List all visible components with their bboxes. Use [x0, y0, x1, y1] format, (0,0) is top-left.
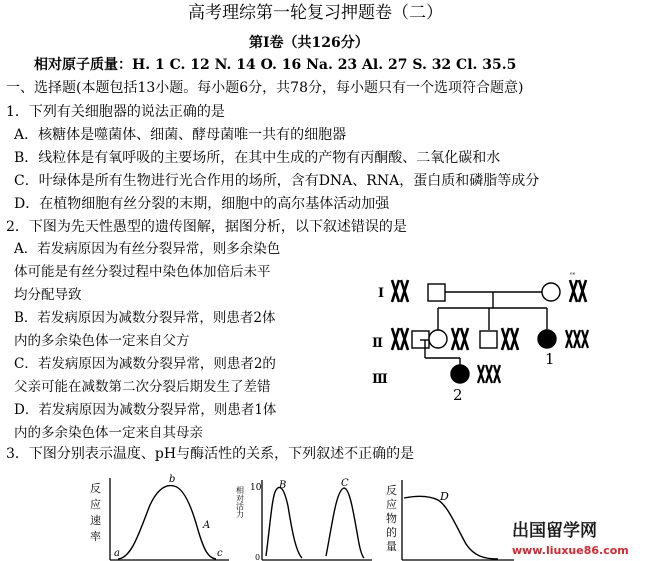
- q2-option-b-line2: 内的多余染色体一定来自父方: [14, 333, 190, 349]
- q2-option-a-line2: 体可能是有丝分裂过程中染色体加倍后未平: [14, 264, 271, 280]
- g3-ylabel-2: 应: [386, 498, 397, 511]
- g1-label-A: A: [203, 520, 211, 531]
- g3-ylabel-1: 反: [386, 484, 397, 497]
- chromosome-pair: [452, 328, 468, 350]
- g3-ylabel-4: 的: [386, 526, 397, 539]
- gen2-male: [480, 331, 497, 348]
- g3-ylabel-5: 量: [386, 540, 397, 553]
- patient-2-label: 2: [453, 386, 463, 404]
- chromosome-pair: [502, 328, 518, 350]
- chromosome-triplet: [566, 330, 588, 348]
- chromosome-pair: [392, 280, 408, 302]
- q2-option-b-line1: B．若发病原因为减数分裂异常，则患者2体: [14, 310, 276, 326]
- q2-option-c-line1: C．若发病原因为减数分裂异常，则患者2的: [14, 356, 276, 372]
- q2-option-d-line2: 内的多余染色体一定来自其母亲: [14, 425, 203, 441]
- g2-label-B: B: [279, 480, 287, 491]
- watermark-url: www.liuxue86.com: [512, 544, 629, 557]
- q2-option-a-line1: A．若发病原因为有丝分裂异常，则多余染色: [14, 241, 281, 257]
- g1-ylabel-4: 率: [90, 530, 101, 543]
- g1-label-c: c: [217, 548, 223, 559]
- part1-heading: 一、选择题(本题包括13小题。每小题6分，共78分，每小题只有一个选项符合题意): [6, 80, 524, 96]
- ph-graph: [232, 476, 372, 561]
- gen2-affected-female: [538, 330, 556, 348]
- g2-label-C: C: [341, 478, 349, 489]
- temperature-graph: [84, 470, 229, 561]
- q1-stem: 1．下列有关细胞器的说法正确的是: [6, 104, 225, 120]
- exam-title: 高考理综第一轮复习押题卷（二）: [188, 3, 443, 23]
- gen1-male: [428, 284, 445, 301]
- q2-option-d-line1: D．若发病原因为减数分裂异常，则患者1体: [14, 402, 277, 418]
- g1-ylabel-1: 反: [90, 482, 101, 495]
- gen3-affected-female: [451, 365, 469, 383]
- chromosome-pair: [392, 328, 408, 350]
- gen1-female: [542, 283, 560, 301]
- g1-label-b: b: [169, 474, 176, 485]
- g1-curve: [118, 486, 216, 559]
- g2-curve-C: [326, 488, 364, 558]
- q2-stem: 2．下图为先天性愚型的遗传图解，据图分析，以下叙述错误的是: [6, 219, 407, 235]
- g3-ylabel-3: 物: [386, 512, 397, 525]
- gen-label-2: Ⅱ: [372, 336, 383, 351]
- g1-label-a: a: [114, 548, 120, 559]
- q1-option-c: C．叶绿体是所有生物进行光合作用的场所，含有DNA、RNA，蛋白质和磷脂等成分: [14, 173, 540, 189]
- chromosome-marks: ᵉᵉ: [570, 271, 576, 279]
- patient-1-label: 1: [545, 350, 555, 368]
- q2-option-c-line2: 父亲可能在减数第二次分裂后期发生了差错: [14, 379, 271, 395]
- section-title: 第Ⅰ卷（共126分）: [249, 35, 369, 51]
- g2-origin: 0: [255, 553, 261, 561]
- q2-option-a-line3: 均分配导致: [14, 287, 82, 303]
- gen2-female: [429, 330, 447, 348]
- gen-label-3: Ⅲ: [372, 372, 388, 387]
- q1-option-b: B．线粒体是有氧呼吸的主要场所，在其中生成的产物有丙酮酸、二氧化碳和水: [14, 150, 501, 166]
- g2-curve-B: [266, 487, 302, 558]
- q1-option-d: D．在植物细胞有丝分裂的末期，细胞中的高尔基体活动加强: [14, 196, 390, 212]
- reactant-graph: [384, 476, 514, 561]
- atomic-masses: 相对原子质量：H. 1 C. 12 N. 14 O. 16 Na. 23 Al. 27 S. 32 Cl. 35.5: [34, 57, 517, 73]
- watermark-logo: 出国留学网: [512, 521, 597, 541]
- pedigree-diagram: [370, 262, 620, 412]
- q1-option-a: A．核糖体是噬菌体、细菌、酵母菌唯一共有的细胞器: [14, 127, 347, 143]
- g1-ylabel-2: 应: [90, 498, 101, 511]
- chromosome-pair: [570, 280, 586, 302]
- g3-label-D: D: [440, 490, 449, 503]
- g2-tick-10: 10: [250, 483, 262, 493]
- chromosome-triplet: [478, 365, 500, 383]
- q3-stem: 3．下图分别表示温度、pH与酶活性的关系，下列叙述不正确的是: [6, 446, 415, 462]
- g1-ylabel-3: 速: [90, 514, 101, 527]
- g2-ylabel: 相对活力: [235, 486, 245, 518]
- gen-label-1: Ⅰ: [378, 286, 385, 301]
- g3-curve: [404, 496, 498, 559]
